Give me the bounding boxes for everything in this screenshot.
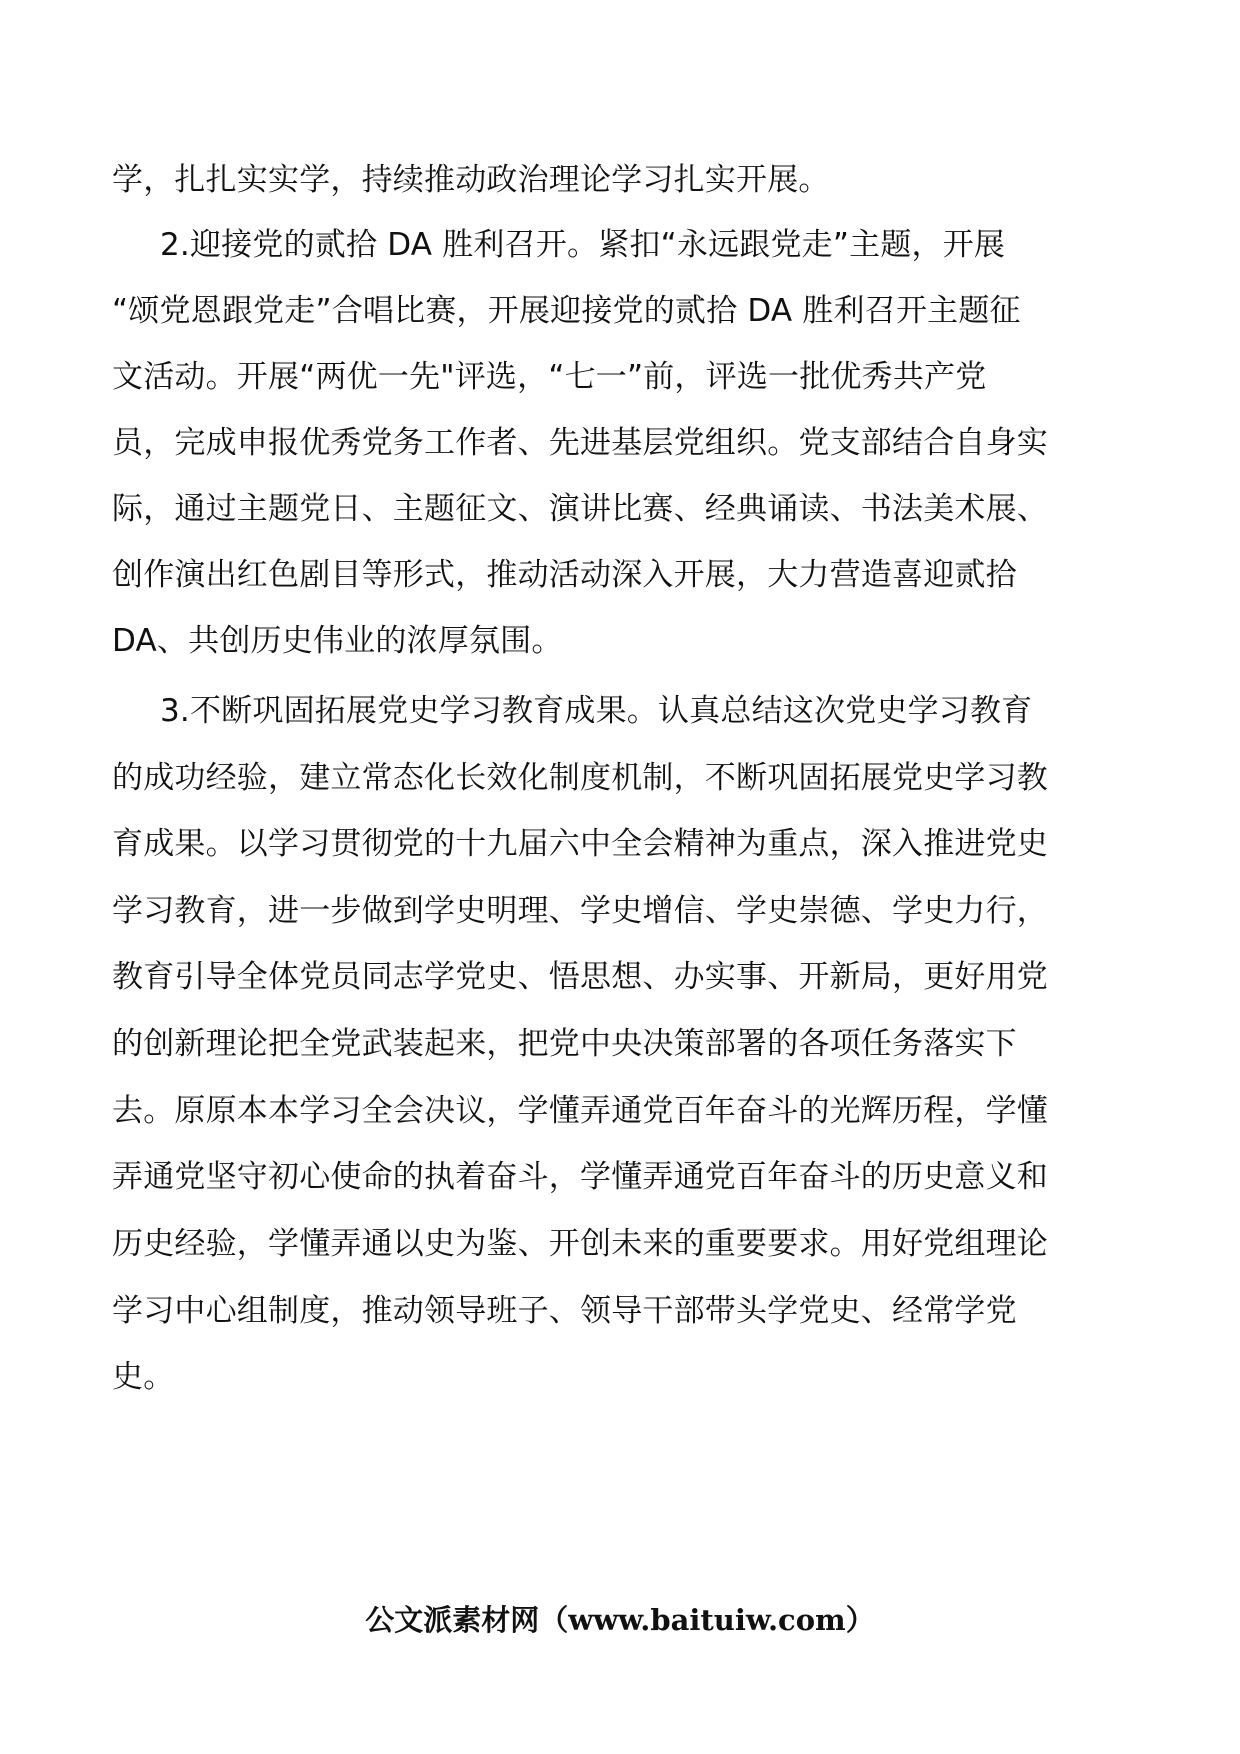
text-line: “颂党恩跟党走”合唱比赛，开展迎接党的贰拾 DA 胜利召开主题征 [112,293,1021,329]
text-line: 去。原原本本学习全会决议，学懂弄通党百年奋斗的光辉历程，学懂 [112,1093,1048,1129]
text-line: 弄通党坚守初心使命的执着奋斗，学懂弄通党百年奋斗的历史意义和 [112,1159,1048,1195]
text-line: 创作演出红色剧目等形式，推动活动深入开展，大力营造喜迎贰拾 [112,557,1017,593]
text-line: 的创新理论把全党武装起来，把党中央决策部署的各项任务落实下 [112,1026,1017,1062]
text-line: 历史经验，学懂弄通以史为鉴、开创未来的重要要求。用好党组理论 [112,1226,1048,1262]
text-line: 2.迎接党的贰拾 DA 胜利召开。紧扣“永远跟党走”主题，开展 [160,227,1006,263]
text-line: 教育引导全体党员同志学党史、悟思想、办实事、开新局，更好用党 [112,959,1048,995]
text-line: 的成功经验，建立常态化长效化制度机制，不断巩固拓展党史学习教 [112,760,1048,796]
text-line: 史。 [112,1359,175,1395]
text-line: 学习中心组制度，推动领导班子、领导干部带头学党史、经常学党 [112,1293,1017,1329]
text-line: 育成果。以学习贯彻党的十九届六中全会精神为重点，深入推进党史 [112,826,1048,862]
text-line: 3.不断巩固拓展党史学习教育成果。认真总结这次党史学习教育 [160,693,1033,729]
text-line: 员，完成申报优秀党务工作者、先进基层党组织。党支部结合自身实 [112,425,1048,461]
text-line: 文活动。开展“两优一先"评选，“七一”前，评选一批优秀共产党 [112,359,987,395]
text-line: 学习教育，进一步做到学史明理、学史增信、学史崇德、学史力行， [112,893,1048,929]
text-line: DA、共创历史伟业的浓厚氛围。 [112,623,563,659]
footer-source: 公文派素材网（www.baituiw.com） [365,1603,875,1637]
text-line: 际，通过主题党日、主题征文、演讲比赛、经典诵读、书法美术展、 [112,491,1048,527]
text-line: 学，扎扎实实学，持续推动政治理论学习扎实开展。 [112,162,830,198]
